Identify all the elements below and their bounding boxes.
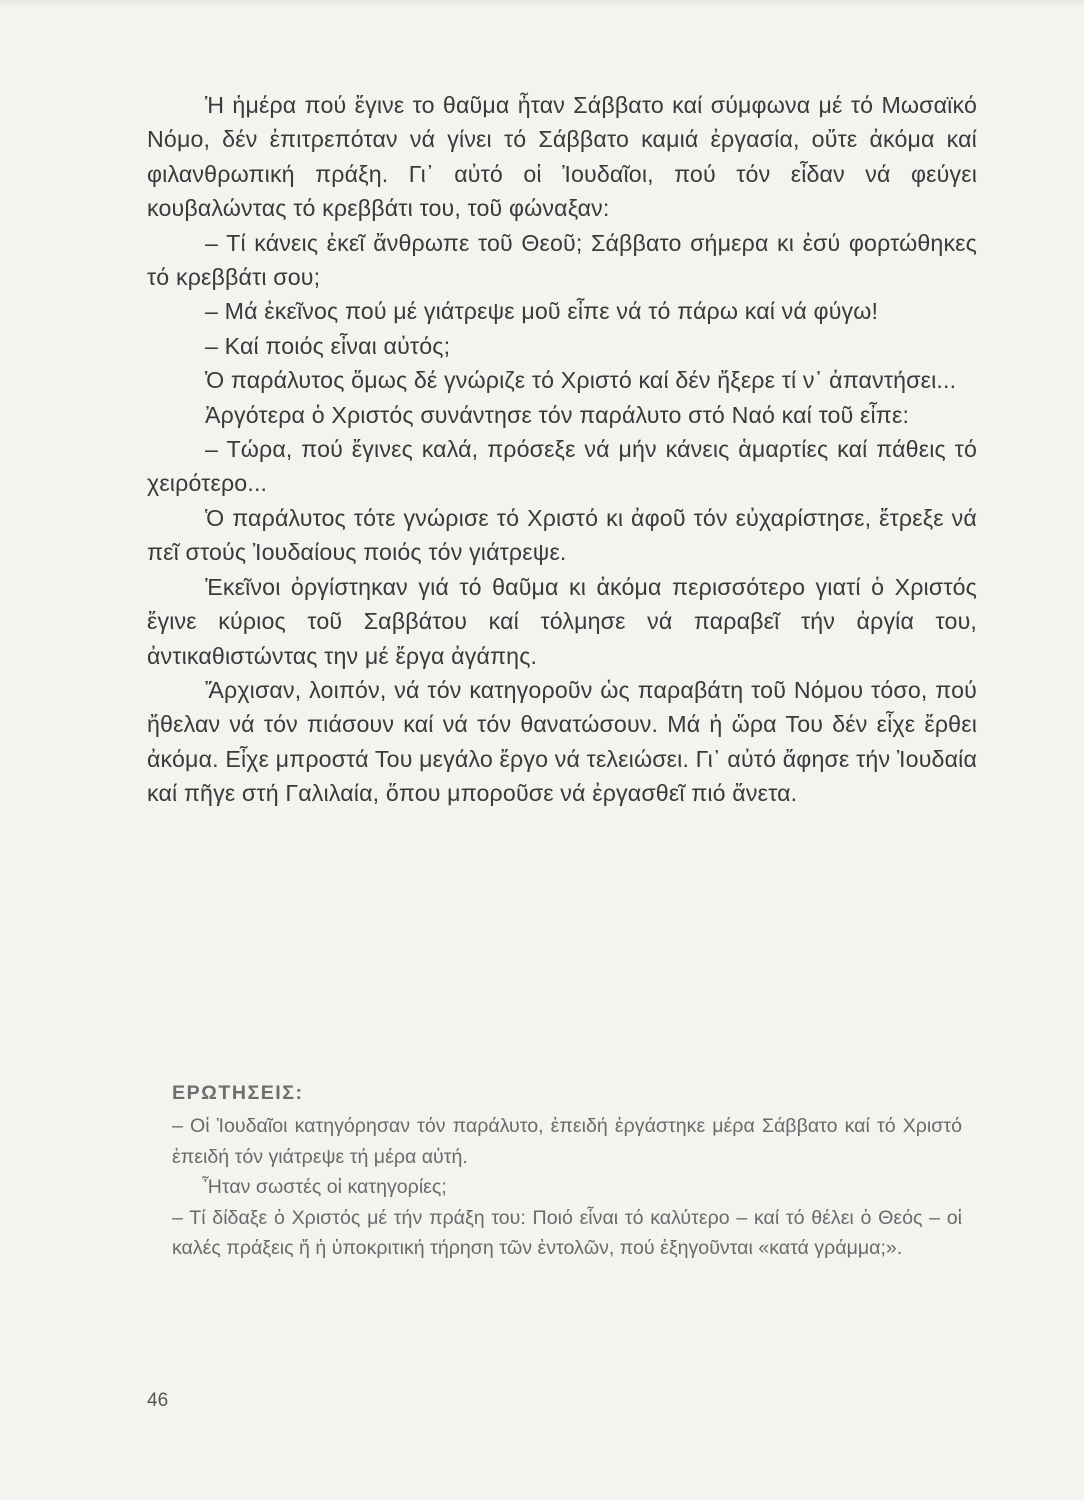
page-top-edge — [0, 0, 1084, 6]
question-item: – Τί δίδαξε ὁ Χριστός μέ τήν πράξη του: Ποιό εἶναι τό καλύτερο – καί τό θέλει ὁ Θεός – οἱ καλές πράξεις ἤ ἡ ὑποκριτική τήρηση τῶν ἐντολῶν, πού ἐξηγοῦνται «κατά γράμμα;». — [172, 1206, 962, 1260]
question-item: Ἦταν σωστές οἱ κατηγορίες; — [202, 1176, 447, 1199]
dialogue-line-jews-question: – Τί κάνεις ἐκεῖ ἄνθρωπε τοῦ Θεοῦ; Σάββατο σήμερα κι ἐσύ φορτώθηκες τό κρεββάτι σου; — [147, 229, 977, 291]
paragraph-sabbath-law: Ἡ ἡμέρα πού ἔγινε το θαῦμα ἦταν Σάββατο καί σύμφωνα μέ τό Μωσαϊκό Νόμο, δέν ἐπιτρεπόταν νά γίνει τό Σάββατο καμιά ἐργασία, οὔτε ἀκόμα καί φιλανθρωπική πράξη. Γι᾽ αὐτό οἱ Ἰουδαῖοι, πού τόν εἶδαν νά φεύγει κουβαλώντας τό κρεββάτι του, τοῦ φώναξαν: — [147, 92, 977, 222]
paragraph-anger: Ἐκεῖνοι ὀργίστηκαν γιά τό θαῦμα κι ἀκόμα περισσότερο γιατί ὁ Χριστός ἔγινε κύριος τοῦ Σαββάτου καί τόλμησε νά παραβεῖ τήν ἀργία του, ἀντικαθιστώντας την μέ ἔργα ἀγάπης. — [147, 573, 977, 669]
questions-section — [172, 1078, 962, 1263]
paragraph-told-the-jews: Ὁ παράλυτος τότε γνώρισε τό Χριστό κι ἀφοῦ τόν εὐχαρίστησε, ἔτρεξε νά πεῖ στούς Ἰουδαίους ποιός τόν γιάτρεψε. — [147, 504, 977, 566]
paragraph-did-not-know: Ὁ παράλυτος ὅμως δέ γνώριζε τό Χριστό καί δέν ἤξερε τί ν᾽ ἀπαντήσει... — [205, 367, 957, 394]
dialogue-line-who-is-he: – Καί ποιός εἶναι αὐτός; — [205, 332, 451, 359]
dialogue-line-paralytic-answer: – Μά ἐκεῖνος πού μέ γιάτρεψε μοῦ εἶπε νά τό πάρω καί νά φύγω! — [205, 298, 879, 325]
dialogue-line-sin-no-more: – Τώρα, πού ἔγινες καλά, πρόσεξε νά μήν κάνεις ἁμαρτίες καί πάθεις τό χειρότερο... — [147, 436, 977, 497]
main-text — [147, 88, 977, 811]
paragraph-went-to-galilee: Ἄρχισαν, λοιπόν, νά τόν κατηγοροῦν ὡς παραβάτη τοῦ Νόμου τόσο, πού ἤθελαν νά τόν πιάσουν καί νά τόν θανατώσουν. Μά ἡ ὥρα Του δέν εἶχε ἔρθει ἀκόμα. Εἶχε μπροστά Του μεγάλο ἔργο νά τελειώσει. Γι᾽ αὐτό ἄφησε τήν Ἰουδαία καί πῆγε στή Γαλιλαία, ὅπου μποροῦσε νά ἐργασθεῖ πιό ἄνετα. — [147, 676, 977, 807]
question-item: – Οἱ Ἰουδαῖοι κατηγόρησαν τόν παράλυτο, ἐπειδή ἐργάστηκε μέρα Σάββατο καί τό Χριστό ἐπειδή τόν γιάτρεψε τή μέρα αὐτή. — [172, 1115, 962, 1168]
page-number: 46 — [147, 1390, 169, 1411]
questions-heading: ΕΡΩΤΗΣΕΙΣ: — [172, 1082, 304, 1104]
paragraph-met-in-temple: Ἀργότερα ὁ Χριστός συνάντησε τόν παράλυτο στό Ναό καί τοῦ εἶπε: — [205, 401, 910, 428]
